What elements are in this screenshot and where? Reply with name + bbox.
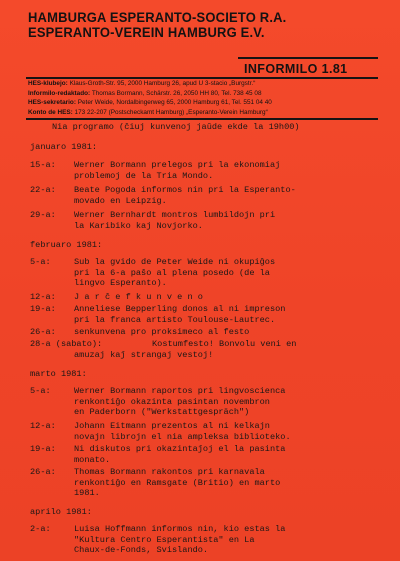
- info-secretary: [28, 98, 272, 108]
- entry-text-line: problemoj de la Tria Mondo.: [74, 170, 214, 181]
- entry-date: 5-a:: [30, 257, 51, 267]
- info-club: [28, 79, 255, 89]
- month-heading-february: februaro 1981:: [30, 240, 103, 250]
- entry-date: 22-a:: [30, 185, 56, 195]
- entry-text-line: Anneliese Bepperling donos al ni impreson: [74, 304, 286, 314]
- entry-text-line: amuzaj kaĵ strangaj vestoj!: [74, 349, 214, 360]
- info-editor: [28, 89, 262, 99]
- entry-text-line: 1981.: [74, 488, 100, 499]
- program-intro: Nia programo (ĉiuj kunvenoj jaŭde ekde la 19h00): [52, 122, 300, 132]
- entry-date: 29-a:: [30, 210, 56, 220]
- info-secretary-value: Peter Weide, Nordalbingerweg 65, 2000 Hamburg 61, Tel. 551 04 40: [77, 99, 272, 106]
- entry-text-line: Werner Bormann raportos pri lingvoscienca: [74, 386, 286, 396]
- entry-text-line: Luisa Hoffmann informos nin, kio estas la: [74, 524, 286, 534]
- entry-text-line: Ni diskutos pri okazintaĵoj el la pasinta: [74, 444, 286, 454]
- entry-date: 26-a:: [30, 327, 56, 337]
- month-heading-april: aprilo 1981:: [30, 507, 92, 517]
- info-account-value: 173 22-207 (Postscheckamt Hamburg) „Esperanto-Verein Hamburg“: [74, 108, 268, 116]
- entry-text-line: J a r ĉ e f k u n v e n o: [74, 292, 203, 302]
- entry-text-line: Werner Bormann prelegos pri la ekonomiaj: [74, 160, 281, 170]
- organization-name-german: ESPERANTO-VEREIN HAMBURG E.V.: [28, 25, 265, 40]
- entry-text-line: pri la 6-a paŝo al plena posedo (de la: [74, 267, 270, 278]
- entry-date: 2-a:: [30, 524, 51, 534]
- info-editor-label: Informilo-redaktado:: [28, 89, 91, 97]
- month-heading-january: januaro 1981:: [30, 142, 98, 152]
- entry-text-line: Beate Pogoda informos nin pri la Esperanto-: [74, 185, 296, 195]
- entry-text-line: novajn librojn el nia ampleksa biblioteko.: [74, 431, 291, 442]
- entry-date: 19-a:: [30, 444, 56, 454]
- entry-text-line: lingvo Esperanto).: [74, 278, 167, 289]
- entry-text-line: Kostumfesto! Bonvolu veni en: [152, 339, 297, 349]
- info-secretary-label: HES-sekretario:: [28, 99, 76, 106]
- info-club-value: Klaus-Groth-Str. 95, 2000 Hamburg 26, apud U 3-stacio „Burgstr.“: [69, 80, 256, 87]
- entry-text-line: renkontiĝo en Ramsgate (Britio) en marto: [74, 477, 281, 488]
- entry-text-line: Thomas Bormann rakontos pri karnavala: [74, 467, 265, 477]
- info-account: [28, 108, 268, 118]
- info-club-label: HES-klubejo:: [28, 80, 68, 87]
- entry-text-line: la Karibiko kaj Novjorko.: [74, 220, 203, 231]
- entry-date: 26-a:: [30, 467, 56, 477]
- entry-date: 5-a:: [30, 386, 51, 396]
- entry-text-line: Chaux-de-Fonds, Svislando.: [74, 545, 209, 556]
- info-account-label: Konto de HES:: [28, 108, 73, 116]
- entry-date: 28-a (sabato):: [30, 339, 103, 349]
- entry-text-line: pri la franca artisto Toulouse-Lautrec.: [74, 314, 276, 325]
- entry-date: 12-a:: [30, 421, 56, 431]
- entry-date: 12-a:: [30, 292, 56, 302]
- entry-text-line: Werner Bernhardt montros lumbildojn pri: [74, 210, 276, 220]
- info-editor-value: Thomas Bormann, Schärstr. 26, 2050 HH 80, Tel. 738 45 08: [91, 89, 262, 97]
- organization-name-esperanto: HAMBURGA ESPERANTO-SOCIETO R.A.: [28, 10, 287, 25]
- entry-text-line: "Kultura Centro Esperantista" en La: [74, 534, 255, 545]
- entry-text-line: Sub la gvido de Peter Weide ni okupiĝos: [74, 257, 276, 267]
- entry-text-line: movado en Leipzig.: [74, 195, 167, 206]
- entry-text-line: senkunvena pro proksimeco al festo: [74, 327, 250, 337]
- bulletin-title: INFORMILO 1.81: [244, 62, 348, 76]
- entry-date: 19-a:: [30, 304, 56, 314]
- entry-date: 15-a:: [30, 160, 56, 170]
- header-rule-top: [238, 57, 378, 59]
- month-heading-march: marto 1981:: [30, 369, 87, 379]
- entry-text-line: Johann Eitmann prezentos al ni kelkajn: [74, 421, 270, 431]
- entry-text-line: renkontiĝo okazinta pasintan novembron: [74, 396, 270, 407]
- entry-text-line: monato.: [74, 454, 111, 465]
- info-rule: [26, 118, 378, 120]
- entry-text-line: en Paderborn ("Werkstattgespräch"): [74, 407, 250, 418]
